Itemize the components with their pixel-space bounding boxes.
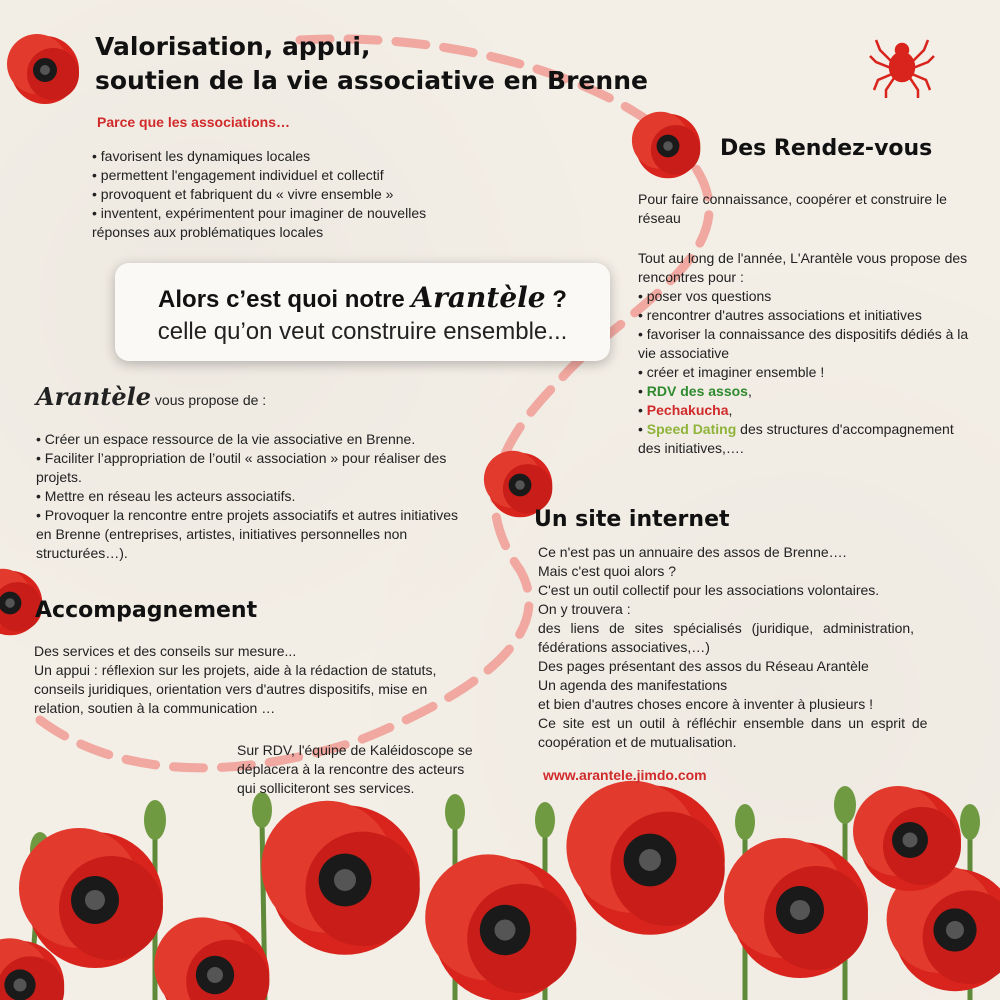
list-item: • RDV des assos, bbox=[638, 383, 752, 399]
accompagnement-note bbox=[237, 741, 473, 798]
spider-icon bbox=[870, 40, 934, 98]
main-title-line2: soutien de la vie associative en Brenne bbox=[95, 66, 648, 95]
callout-line1 bbox=[115, 281, 610, 314]
propose-list bbox=[36, 430, 458, 563]
text-line: rencontres pour : bbox=[638, 269, 744, 285]
text-line: Pour faire connaissance, coopérer et construire le bbox=[638, 191, 947, 207]
propose-intro bbox=[36, 382, 266, 411]
list-item: en Brenne (entreprises, artistes, initiatives personnelles non bbox=[36, 526, 408, 542]
poppy-field bbox=[0, 781, 1000, 1000]
main-title bbox=[95, 30, 648, 98]
list-item: • Pechakucha, bbox=[638, 402, 733, 418]
text-line: des liens de sites spécialisés (juridique, administration, bbox=[538, 620, 915, 636]
text-line: Un agenda des manifestations bbox=[538, 677, 728, 693]
callout-line2: celle qu’on veut construire ensemble... bbox=[157, 318, 568, 345]
text-line: C'est un outil collectif pour les associations volontaires. bbox=[538, 582, 880, 598]
text-line: Ce n'est pas un annuaire des assos de Brenne…. bbox=[538, 544, 847, 560]
rdv-title: Des Rendez-vous bbox=[720, 136, 933, 161]
list-item: réponses aux problématiques locales bbox=[92, 224, 324, 240]
site-title: Un site internet bbox=[534, 507, 730, 532]
text-line: coopération et de mutualisation. bbox=[538, 734, 737, 750]
header-subtitle: Parce que les associations… bbox=[97, 114, 290, 130]
rdv-intro bbox=[638, 190, 947, 228]
site-url-link[interactable]: www.arantele.jimdo.com bbox=[543, 767, 707, 783]
text-line: Sur RDV, l'équipe de Kaléidoscope se bbox=[237, 742, 473, 758]
question-callout bbox=[115, 263, 610, 361]
text-line: réseau bbox=[638, 210, 681, 226]
list-item: structurées…). bbox=[36, 545, 128, 561]
list-item: • Créer un espace ressource de la vie associative en Brenne. bbox=[36, 431, 416, 447]
main-title-line1: Valorisation, appui, bbox=[95, 32, 371, 61]
pechakucha-link: Pechakucha bbox=[646, 402, 729, 418]
list-item: • Faciliter l’appropriation de l’outil « association » pour réaliser des bbox=[36, 450, 447, 466]
list-item: • Speed Dating des structures d'accompagnement bbox=[638, 421, 954, 437]
list-item: • poser vos questions bbox=[638, 288, 772, 304]
text-line: Des services et des conseils sur mesure... bbox=[34, 643, 297, 659]
punct: , bbox=[747, 383, 752, 399]
rdv-list bbox=[638, 249, 968, 458]
text-line: On y trouvera : bbox=[538, 601, 631, 617]
list-item: • Mettre en réseau les acteurs associatifs. bbox=[36, 488, 296, 504]
list-item: • rencontrer d'autres associations et initiatives bbox=[638, 307, 922, 323]
text-line: qui solliciteront ses services. bbox=[237, 780, 415, 796]
text-line: vie associative bbox=[638, 345, 730, 361]
list-item: projets. bbox=[36, 469, 82, 485]
list-item: • inventent, expérimentent pour imaginer de nouvelles bbox=[92, 205, 427, 221]
text-line: Un appui : réflexion sur les projets, aide à la rédaction de statuts, bbox=[34, 662, 437, 678]
text-line: Ce site est un outil à réfléchir ensemble dans un esprit de bbox=[538, 715, 928, 731]
text-line: déplacera à la rencontre des acteurs bbox=[237, 761, 465, 777]
speed-dating-suffix: des structures d'accompagnement bbox=[736, 421, 954, 437]
brand-name: Arantèle bbox=[36, 382, 152, 411]
punct: , bbox=[728, 402, 733, 418]
callout-suffix: ? bbox=[545, 286, 567, 313]
list-item: • favoriser la connaissance des dispositifs dédiés à la bbox=[638, 326, 969, 342]
list-item: • permettent l'engagement individuel et collectif bbox=[92, 167, 384, 183]
list-item: • Provoquer la rencontre entre projets associatifs et autres initiatives bbox=[36, 507, 458, 523]
accompagnement-title: Accompagnement bbox=[35, 598, 258, 623]
text-line: et bien d'autres choses encore à inventer à plusieurs ! bbox=[538, 696, 873, 712]
text-line: relation, soutien à la communication … bbox=[34, 700, 276, 716]
callout-prefix: Alors c’est quoi notre bbox=[158, 286, 412, 313]
callout-brand: Arantèle bbox=[411, 281, 546, 314]
poppy-flower-icon bbox=[7, 34, 79, 104]
list-item: • créer et imaginer ensemble ! bbox=[638, 364, 825, 380]
propose-intro-text: vous propose de : bbox=[151, 392, 267, 408]
list-item: • provoquent et fabriquent du « vivre ensemble » bbox=[92, 186, 394, 202]
poppy-flower-icon bbox=[632, 112, 700, 179]
speed-dating-link: Speed Dating bbox=[646, 421, 737, 437]
accompagnement-text bbox=[34, 642, 480, 718]
text-line: conseils juridiques, orientation vers d'autres dispositifs, mise en bbox=[34, 681, 428, 697]
text-line: Mais c'est quoi alors ? bbox=[538, 563, 677, 579]
text-line: Des pages présentant des assos du Réseau Arantèle bbox=[538, 658, 869, 674]
text-line: fédérations associatives,…) bbox=[538, 639, 710, 655]
text-line: des initiatives,…. bbox=[638, 440, 744, 456]
text-line: Tout au long de l'année, L'Arantèle vous propose des bbox=[638, 250, 968, 266]
site-text bbox=[538, 543, 943, 752]
list-item: • favorisent les dynamiques locales bbox=[92, 148, 311, 164]
header-list bbox=[92, 147, 426, 242]
rdv-assos-link: RDV des assos bbox=[646, 383, 748, 399]
